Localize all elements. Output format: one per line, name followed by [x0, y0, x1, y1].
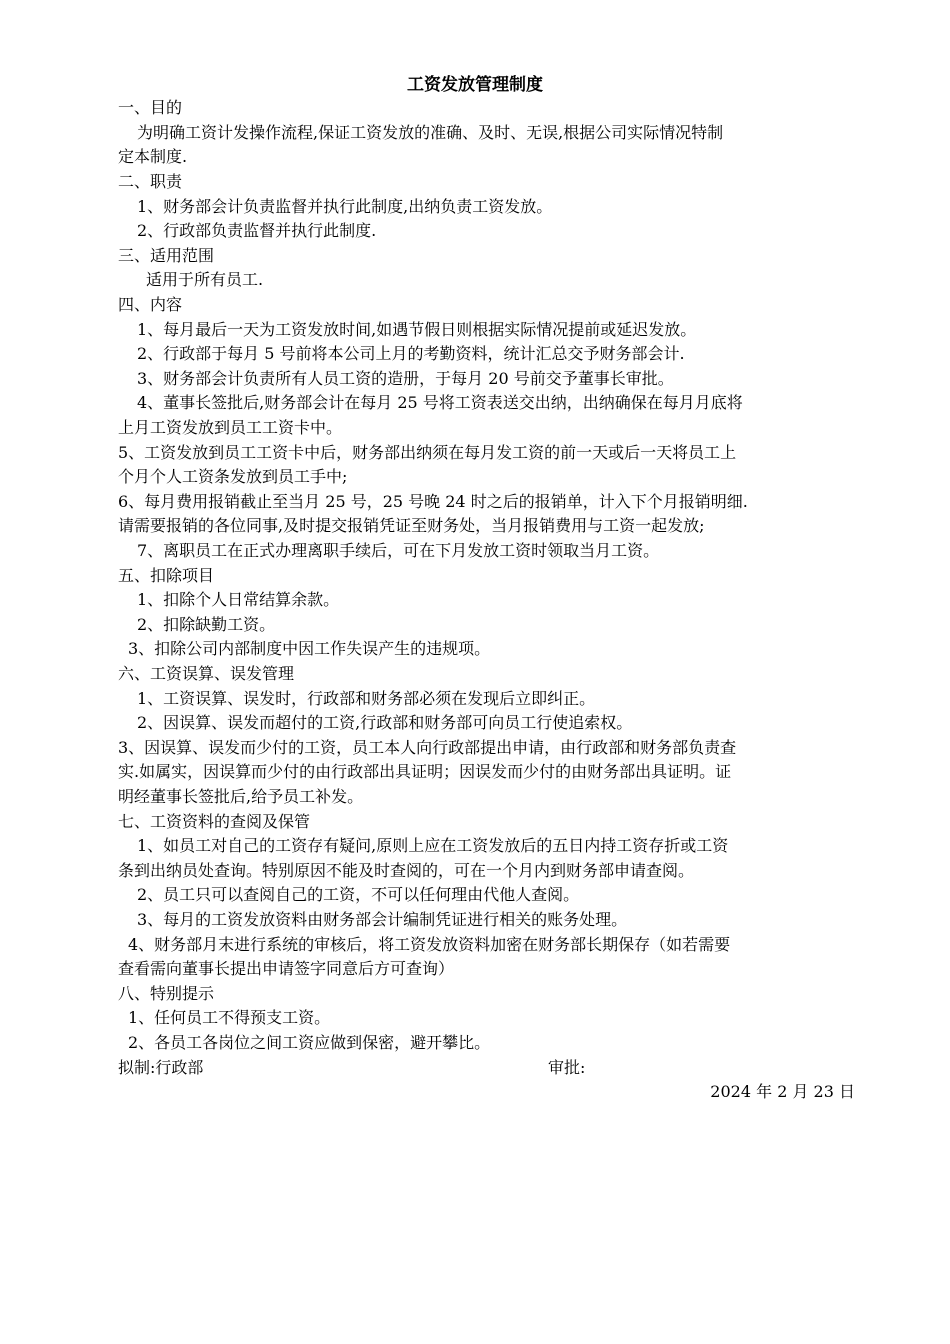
paragraph-line: 上月工资发放到员工工资卡中。 [118, 418, 343, 437]
paragraph-line: 1、如员工对自己的工资存有疑问,原则上应在工资发放后的五日内持工资存折或工资 [137, 836, 729, 855]
paragraph-line: 7、离职员工在正式办理离职手续后，可在下月发放工资时领取当月工资。 [137, 541, 660, 560]
paragraph-line: 2、因误算、误发而超付的工资,行政部和财务部可向员工行使追索权。 [137, 713, 633, 732]
paragraph-line: 3、因误算、误发而少付的工资，员工本人向行政部提出申请，由行政部和财务部负责查 [118, 738, 737, 757]
section-heading-duties: 二、职责 [118, 172, 183, 191]
paragraph-line: 4、董事长签批后,财务部会计在每月 25 号将工资表送交出纳，出纳确保在每月月底将 [137, 393, 743, 412]
section-heading-records: 七、工资资料的查阅及保管 [118, 812, 311, 831]
paragraph-line: 4、财务部月末进行系统的审核后，将工资发放资料加密在财务部长期保存（如若需要 [128, 935, 731, 954]
paragraph-line: 1、扣除个人日常结算余款。 [137, 590, 340, 609]
drafter-label: 拟制:行政部 [118, 1058, 204, 1077]
document-title: 工资发放管理制度 [407, 75, 543, 95]
paragraph-line: 请需要报销的各位同事,及时提交报销凭证至财务处，当月报销费用与工资一起发放; [118, 516, 705, 535]
document-date: 2024 年 2 月 23 日 [710, 1082, 855, 1101]
paragraph-line: 5、工资发放到员工工资卡中后，财务部出纳须在每月发工资的前一天或后一天将员工上 [118, 443, 737, 462]
paragraph-line: 2、员工只可以查阅自己的工资，不可以任何理由代他人查阅。 [137, 885, 580, 904]
paragraph-line: 定本制度. [118, 147, 188, 166]
paragraph-line: 3、扣除公司内部制度中因工作失误产生的违规项。 [128, 639, 491, 658]
section-heading-scope: 三、适用范围 [118, 246, 215, 265]
paragraph-line: 1、每月最后一天为工资发放时间,如遇节假日则根据实际情况提前或延迟发放。 [137, 320, 697, 339]
paragraph-line: 3、每月的工资发放资料由财务部会计编制凭证进行相关的账务处理。 [137, 910, 628, 929]
approval-label: 审批: [548, 1058, 586, 1077]
paragraph-line: 为明确工资计发操作流程,保证工资发放的准确、及时、无误,根据公司实际情况特制 [137, 123, 724, 142]
paragraph-line: 2、行政部负责监督并执行此制度. [137, 221, 377, 240]
paragraph-line: 适用于所有员工. [146, 270, 264, 289]
section-heading-purpose: 一、目的 [118, 98, 183, 117]
paragraph-line: 2、扣除缺勤工资。 [137, 615, 276, 634]
section-heading-deductions: 五、扣除项目 [118, 566, 215, 585]
paragraph-line: 个月个人工资条发放到员工手中; [118, 467, 348, 486]
paragraph-line: 实.如属实，因误算而少付的由行政部出具证明；因误发而少付的由财务部出具证明。证 [118, 762, 732, 781]
paragraph-line: 2、各员工各岗位之间工资应做到保密，避开攀比。 [128, 1033, 491, 1052]
paragraph-line: 1、任何员工不得预支工资。 [128, 1008, 331, 1027]
paragraph-line: 条到出纳员处查询。特别原因不能及时查阅的，可在一个月内到财务部申请查阅。 [118, 861, 695, 880]
paragraph-line: 2、行政部于每月 5 号前将本公司上月的考勤资料，统计汇总交予财务部会计. [137, 344, 685, 363]
section-heading-notes: 八、特别提示 [118, 984, 215, 1003]
paragraph-line: 明经董事长签批后,给予员工补发。 [118, 787, 364, 806]
section-heading-errors: 六、工资误算、误发管理 [118, 664, 295, 683]
paragraph-line: 查看需向董事长提出申请签字同意后方可查询） [118, 959, 455, 978]
paragraph-line: 6、每月费用报销截止至当月 25 号，25 号晚 24 时之后的报销单，计入下个月报销明细. [118, 492, 748, 511]
paragraph-line: 1、财务部会计负责监督并执行此制度,出纳负责工资发放。 [137, 197, 553, 216]
section-heading-content: 四、内容 [118, 295, 183, 314]
paragraph-line: 3、财务部会计负责所有人员工资的造册，于每月 20 号前交予董事长审批。 [137, 369, 674, 388]
paragraph-line: 1、工资误算、误发时，行政部和财务部必须在发现后立即纠正。 [137, 689, 596, 708]
